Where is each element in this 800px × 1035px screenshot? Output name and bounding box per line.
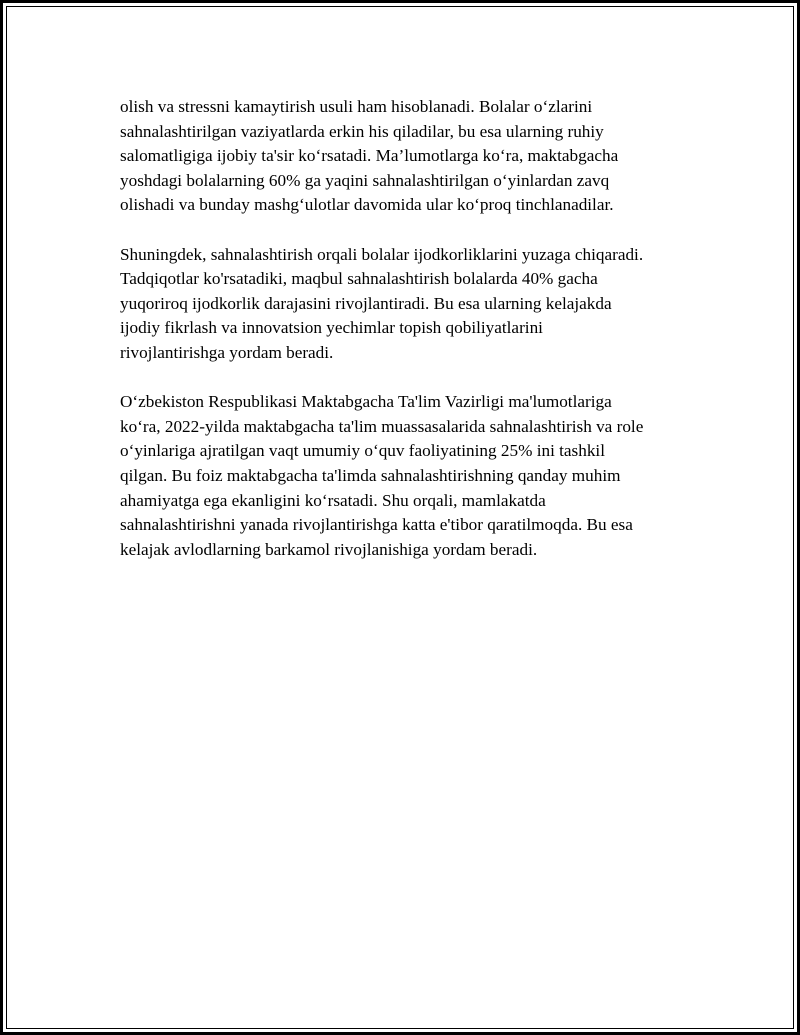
text-line: Shuningdek, sahnalashtirish orqali bolalar ijodkorliklarini yuzaga chiqaradi. bbox=[120, 244, 644, 264]
text-line: Tadqiqotlar ko'rsatadiki, maqbul sahnalashtirish bolalarda 40% gacha bbox=[120, 269, 598, 289]
text-line: rivojlantirishga yordam beradi. bbox=[120, 342, 334, 362]
text-line: yoshdagi bolalarning 60% ga yaqini sahnalashtirilgan o‘yinlardan zavq bbox=[120, 170, 610, 190]
text-line: o‘yinlariga ajratilgan vaqt umumiy o‘quv faoliyatining 25% ini tashkil bbox=[120, 441, 605, 461]
text-line: sahnalashtirilgan vaziyatlarda erkin his qiladilar, bu esa ularning ruhiy bbox=[120, 121, 604, 141]
text-line: ijodiy fikrlash va innovatsion yechimlar topish qobiliyatlarini bbox=[120, 318, 543, 338]
paragraph bbox=[120, 95, 700, 218]
paragraph bbox=[120, 243, 700, 366]
text-line: qilgan. Bu foiz maktabgacha ta'limda sahnalashtirishning qanday muhim bbox=[120, 465, 621, 485]
paragraph bbox=[120, 390, 700, 562]
text-line: ko‘ra, 2022-yilda maktabgacha ta'lim muassasalarida sahnalashtirish va role bbox=[120, 416, 644, 436]
text-line: yuqoriroq ijodkorlik darajasini rivojlantiradi. Bu esa ularning kelajakda bbox=[120, 293, 612, 313]
text-line: ahamiyatga ega ekanligini ko‘rsatadi. Shu orqali, mamlakatda bbox=[120, 490, 546, 510]
text-line: olishadi va bunday mashg‘ulotlar davomida ular ko‘proq tinchlanadilar. bbox=[120, 195, 614, 215]
text-line: sahnalashtirishni yanada rivojlantirishga katta e'tibor qaratilmoqda. Bu esa bbox=[120, 515, 633, 535]
text-line: kelajak avlodlarning barkamol rivojlanishiga yordam beradi. bbox=[120, 539, 538, 559]
text-line: salomatligiga ijobiy ta'sir ko‘rsatadi. Ma’lumotlarga ko‘ra, maktabgacha bbox=[120, 146, 619, 166]
text-line: olish va stressni kamaytirish usuli ham hisoblanadi. Bolalar o‘zlarini bbox=[120, 97, 593, 116]
text-line: O‘zbekiston Respublikasi Maktabgacha Ta'lim Vazirligi ma'lumotlariga bbox=[120, 392, 612, 412]
document-body bbox=[120, 95, 700, 587]
